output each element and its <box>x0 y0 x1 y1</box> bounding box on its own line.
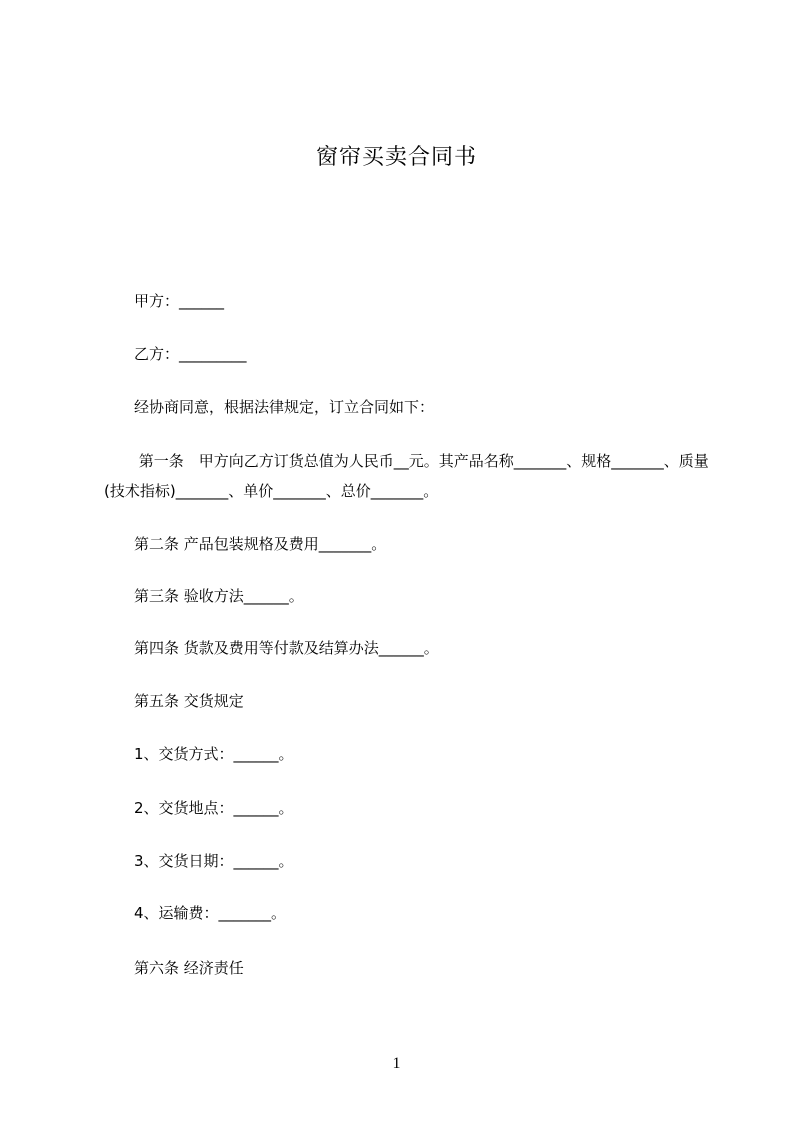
delivery-method-item: 1、交货方式：______。 <box>104 745 294 763</box>
article-6-heading: 第六条 经济责任 <box>104 959 244 977</box>
party-a-line: 甲方：______ <box>104 292 225 310</box>
article-2-paragraph: 第二条 产品包装规格及费用_______。 <box>104 535 387 553</box>
party-b-line: 乙方：_________ <box>104 345 247 363</box>
preamble-paragraph: 经协商同意，根据法律规定，订立合同如下： <box>104 398 435 416</box>
page-number: 1 <box>392 1055 401 1072</box>
delivery-date-item: 3、交货日期：______。 <box>104 852 294 870</box>
article-5-heading: 第五条 交货规定 <box>104 692 244 710</box>
delivery-location-item: 2、交货地点：______。 <box>104 799 294 817</box>
shipping-fee-item: 4、运输费：_______。 <box>104 904 287 922</box>
document-title: 窗帘买卖合同书 <box>315 145 477 170</box>
article-4-paragraph: 第四条 货款及费用等付款及结算办法______。 <box>104 639 439 657</box>
article-1-paragraph: 第一条 甲方向乙方订货总值为人民币__元。其产品名称_______、规格_______、质量(技术指标)_______、单价_______、总价_______。 <box>104 452 709 500</box>
article-3-paragraph: 第三条 验收方法______。 <box>104 587 304 605</box>
